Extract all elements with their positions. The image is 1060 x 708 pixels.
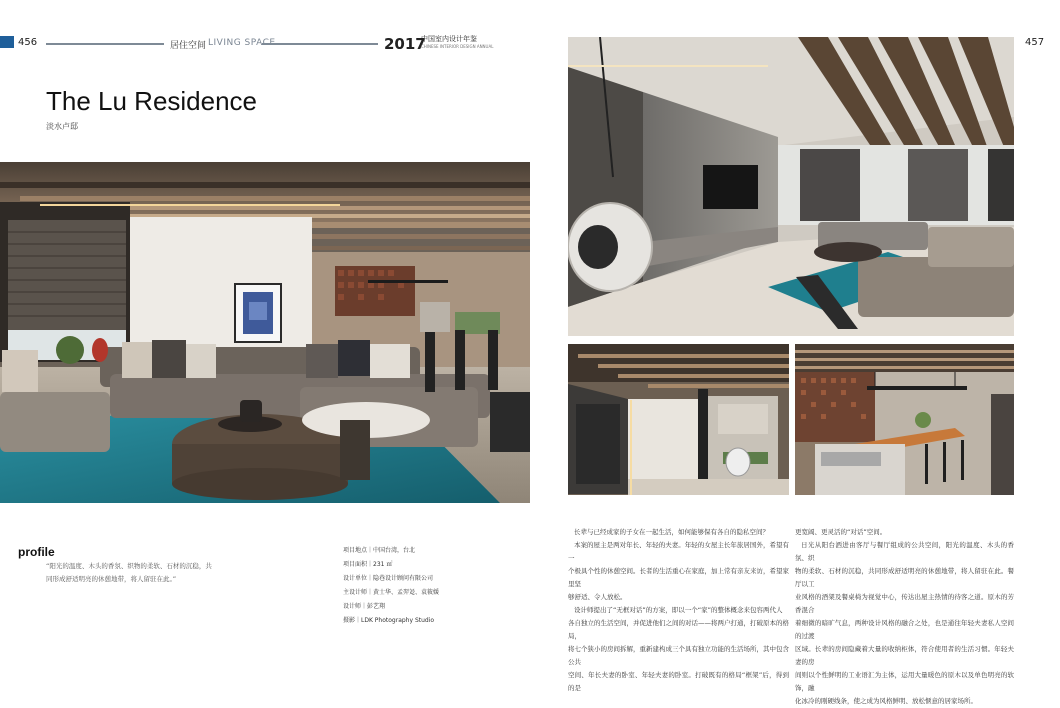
tv-living-photo xyxy=(568,37,1014,336)
project-info xyxy=(343,544,483,628)
living-room-photo xyxy=(0,162,530,503)
article-line: 个极具个性的休憩空间。长者的生活重心在家庭，加上常有亲友来访，希望家里坚 xyxy=(568,567,789,588)
annual-year: 2017 xyxy=(384,35,426,53)
info-chief-designer: 主设计师｜黄士华、孟羿彣、袁筱媛 xyxy=(343,589,440,596)
header-rule-mid xyxy=(262,43,378,45)
article-lead: 长辈与已经成家的子女在一起生活，如何能够保有各自的隐私空间？ xyxy=(574,528,769,536)
article-line: 够舒适、令人放松。 xyxy=(568,593,627,601)
project-subtitle: 淡水卢邸 xyxy=(46,122,78,131)
article-line: 将七个狭小的房间拆解，重新建构成三个具有独立功能的生活场所，其中包含公共 xyxy=(568,645,789,666)
section-title-en: LIVING SPACE xyxy=(208,38,276,48)
info-location: 项目地点｜中国台湾，台北 xyxy=(343,547,416,554)
corridor-photo xyxy=(568,344,789,495)
article-line: 设计师提出了“无框对话”的方案，即以一个“家”的整体概念来包容两代人 xyxy=(574,606,783,614)
info-designer: 设计师｜彭艺翔 xyxy=(343,603,386,610)
article-line: 间则以个性鲜明的工业语汇为主体，运用大量暖色的原木以及单色明亮的软饰，融 xyxy=(795,671,1014,692)
article-line: 各自独立的生活空间，并促进他们之间的对话——将两户打通，打破原本的格局， xyxy=(568,619,789,640)
quote-line: 同形成舒适明亮的休憩地带，将人留驻在此。” xyxy=(46,575,177,583)
info-area: 项目面积｜231 ㎡ xyxy=(343,561,393,568)
article-line: 日光从阳台洒进由客厅与餐厅组成的公共空间，阳光的温度、木头的香氛、织 xyxy=(795,541,1014,562)
article-line: 化冰冷的刚硬线条，使之成为风格鲜明、放松惬意的居家场所。 xyxy=(795,697,977,705)
section-title-zh: 居住空间 xyxy=(170,41,207,51)
article-line: 空间、年长夫妻的卧室、年轻夫妻的卧室。打破既有的格局“框架”后，得到的是 xyxy=(568,671,789,692)
page-marker-block xyxy=(0,36,14,48)
quote-line: “阳光的温度、木头的香氛、织物的柔软、石材的沉稳，共 xyxy=(46,562,212,570)
article-line: 更宽阔、更灵活的“对话”空间。 xyxy=(795,528,887,536)
info-design-firm: 设计单位｜隐巷设计顾问有限公司 xyxy=(343,575,434,582)
article-column-2 xyxy=(795,526,1014,708)
project-title: The Lu Residence xyxy=(46,86,258,116)
info-photography: 摄影｜LDK Photography Studio xyxy=(343,617,435,624)
article-column-1 xyxy=(568,526,789,695)
article-line: 物的柔软、石材的沉稳，共同形成舒适明亮的休憩地带，将人留驻在此。餐厅以工 xyxy=(795,567,1014,588)
right-page-number: 457 xyxy=(1025,37,1045,48)
annual-title-zh: 中国室内设计年鉴 xyxy=(421,35,477,43)
left-page-number: 456 xyxy=(18,37,38,48)
profile-quote xyxy=(46,560,246,586)
article-line: 业风格的酒架及餐桌椅为视觉中心，传达出屋主热情的待客之道。原木的芳香混合 xyxy=(795,593,1014,614)
article-line: 区域。长辈的房间隐藏着大量的收纳柜体，符合使用者的生活习惯。年轻夫妻的房 xyxy=(795,645,1014,666)
annual-title-en: CHINESE INTERIOR DESIGN ANNUAL xyxy=(421,44,494,49)
profile-heading: profile xyxy=(18,545,55,559)
header-rule-left xyxy=(46,43,164,45)
dining-bar-photo xyxy=(795,344,1014,495)
article-line: 本案的屋主是两对年长、年轻的夫妻。年轻的女屋主长年旅居国外，希望有一 xyxy=(568,541,789,562)
article-line: 着细微的暗旷气息，两种设计风格的融合之处，也是通往年轻夫妻私人空间的过渡 xyxy=(795,619,1014,640)
